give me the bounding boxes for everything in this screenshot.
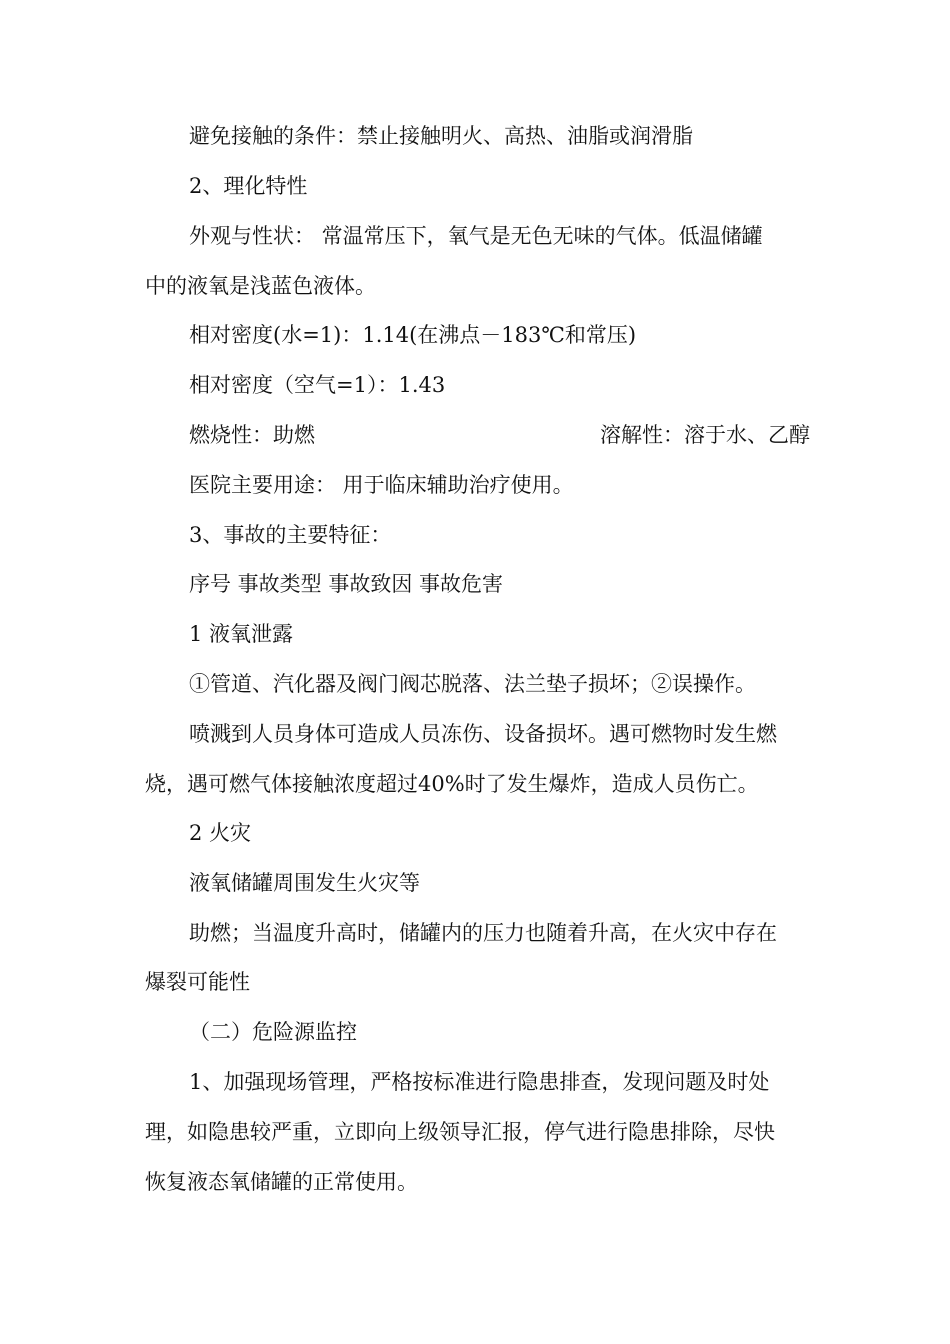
accident-item-2-cause: 液氧储罐周围发生火灾等	[189, 871, 420, 895]
density-air-text: 相对密度（空气=1）：1.43	[189, 373, 446, 397]
properties-row	[189, 422, 810, 448]
accident-item-1-title: 1 液氧泄露	[189, 622, 294, 646]
section-2-heading: 2、理化特性	[189, 174, 308, 198]
solubility-text: 溶解性：溶于水、乙醇	[600, 423, 810, 447]
flammability-text: 燃烧性：助燃	[189, 423, 315, 447]
accident-item-1-harm-line-2: 烧，遇可燃气体接触浓度超过40%时了发生爆炸，造成人员伤亡。	[145, 772, 759, 796]
appearance-text-line-1: 外观与性状： 常温常压下，氧气是无色无味的气体。低温储罐	[189, 224, 763, 248]
accident-item-2-harm-line-1: 助燃；当温度升高时，储罐内的压力也随着升高，在火灾中存在	[189, 921, 777, 945]
appearance-text-line-2: 中的液氧是浅蓝色液体。	[145, 274, 376, 298]
monitor-item-1-line-1: 1、加强现场管理，严格按标准进行隐患排查，发现问题及时处	[189, 1070, 770, 1094]
accident-table-header: 序号 事故类型 事故致因 事故危害	[189, 572, 504, 596]
density-water-text: 相对密度(水=1)：1.14(在沸点－183℃和常压)	[189, 323, 637, 347]
accident-item-1-cause: ①管道、汽化器及阀门阀芯脱落、法兰垫子损坏；②误操作。	[189, 672, 756, 696]
avoid-conditions-text: 避免接触的条件：禁止接触明火、高热、油脂或润滑脂	[189, 124, 693, 148]
monitor-item-1-line-2: 理，如隐患较严重，立即向上级领导汇报，停气进行隐患排除，尽快	[145, 1120, 775, 1144]
accident-item-2-title: 2 火灾	[189, 821, 252, 845]
hospital-use-text: 医院主要用途： 用于临床辅助治疗使用。	[189, 473, 574, 497]
accident-item-2-harm-line-2: 爆裂可能性	[145, 970, 250, 994]
monitor-item-1-line-3: 恢复液态氧储罐的正常使用。	[145, 1170, 418, 1194]
accident-item-1-harm-line-1: 喷溅到人员身体可造成人员冻伤、设备损坏。遇可燃物时发生燃	[189, 722, 777, 746]
subsection-heading: （二）危险源监控	[189, 1020, 357, 1044]
section-3-heading: 3、事故的主要特征：	[189, 523, 392, 547]
